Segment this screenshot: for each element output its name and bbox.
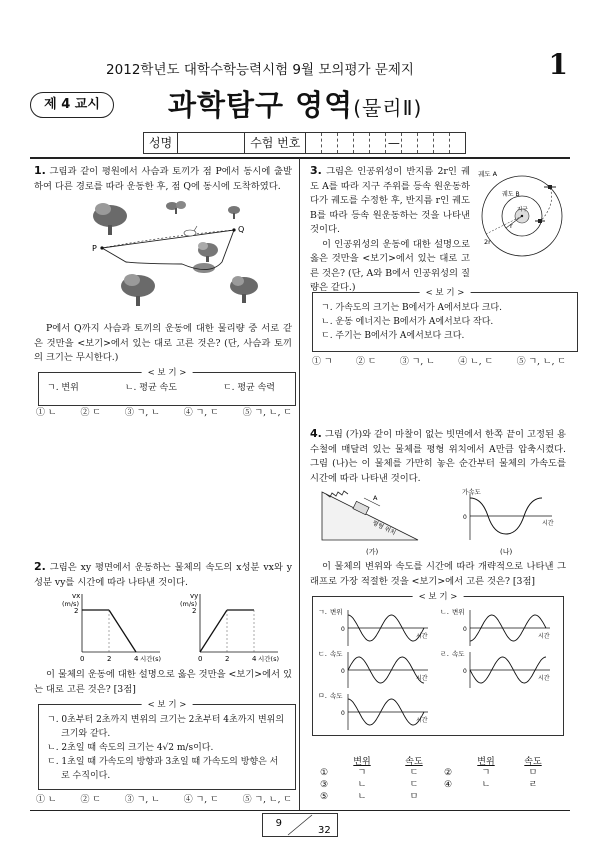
- orbit-b-label: 궤도 B: [502, 191, 520, 198]
- graph-ylabel: 변위: [330, 608, 343, 616]
- acceleration-graph: [456, 488, 566, 556]
- table-row[interactable]: ⑤ ㄴ ㅁ: [320, 792, 419, 802]
- exam-number-digit[interactable]: [450, 133, 465, 153]
- graph-ylabel: 변위: [452, 608, 465, 616]
- identity-row: [143, 132, 466, 154]
- choice-4[interactable]: ④ ㄴ, ㄷ: [458, 357, 494, 367]
- orbit-a-label: 궤도 A: [478, 170, 498, 178]
- choice-2[interactable]: ② ㄷ: [80, 795, 101, 805]
- bogi-title: < 보 기 >: [413, 590, 464, 604]
- question-number: 4.: [310, 427, 322, 440]
- earth-label: 지구: [517, 207, 528, 213]
- graph-xlabel: 시간(s): [258, 655, 280, 663]
- bogi-item: ㄴ. 운동 에너지는 B에서가 A에서보다 작다.: [321, 317, 494, 327]
- question-1: [34, 164, 292, 194]
- deer-rabbit-figure: [86, 196, 266, 310]
- option-tag: ㄷ.: [318, 650, 327, 658]
- exam-number-hyphen: —: [386, 133, 402, 153]
- tree-icon: [198, 242, 218, 262]
- graph-ytick: 2: [192, 607, 197, 615]
- option-tag: ㅁ.: [318, 692, 327, 700]
- graph-zero: 0: [463, 668, 467, 675]
- option-tag: ㄴ.: [440, 608, 449, 616]
- vx-graph: [60, 590, 170, 668]
- bogi-title: < 보 기 >: [142, 698, 193, 712]
- answer-choices: [36, 405, 292, 418]
- option-tag: ㄹ.: [440, 650, 449, 658]
- question-number: 3.: [310, 164, 322, 177]
- point-q-label: Q: [238, 225, 245, 234]
- point-q: [232, 228, 235, 231]
- vy-graph: [178, 590, 288, 668]
- bogi-item: ㄷ. 주기는 B에서가 A에서보다 크다.: [321, 331, 465, 341]
- bogi-item: ㄱ. 0초부터 2초까지 변위의 크기는 2초부터 4초까지 변위의 크기와 같다.: [47, 715, 285, 739]
- question-number: 1.: [34, 164, 46, 177]
- choice-4[interactable]: ④ ㄱ, ㄷ: [183, 408, 219, 418]
- bogi-title: < 보 기 >: [142, 366, 193, 380]
- fig-b-label: (나): [500, 548, 513, 556]
- graph-xtick: 2: [107, 655, 112, 663]
- question-4-prompt: 이 물체의 변위와 속도를 시간에 따라 개략적으로 나타낸 그래프로 가장 적절한 것을 <보기>에서 고른 것은? [3점]: [310, 561, 566, 587]
- graph-ylabel: 가속도: [462, 488, 481, 496]
- footer-rule: [30, 810, 570, 811]
- fig-a-label: (가): [366, 548, 379, 556]
- graph-xlabel: 시간(s): [140, 655, 162, 663]
- subject-title: [168, 83, 422, 124]
- graph-zero: 0: [341, 668, 345, 675]
- question-number: 2.: [34, 560, 46, 573]
- bogi-item: ㄱ. 변위: [47, 383, 79, 393]
- tree-icon: [93, 203, 127, 235]
- table-header-cell: 변위: [477, 757, 495, 767]
- option-graph: [318, 648, 436, 690]
- exam-number-digit[interactable]: [354, 133, 370, 153]
- graph-zero: 0: [341, 710, 345, 717]
- graph-ylabel: vx: [72, 592, 81, 600]
- bogi-item: ㄴ. 2초일 때 속도의 크기는 4√2 m/s이다.: [47, 743, 214, 753]
- choice-3[interactable]: ③ ㄱ, ㄴ: [124, 795, 160, 805]
- table-header-cell: 속도: [524, 757, 542, 767]
- graph-yunit: (m/s): [180, 600, 197, 608]
- table-row[interactable]: ① ㄱ ㄷ ② ㄱ ㅁ: [320, 768, 538, 778]
- column-divider: [299, 158, 300, 811]
- incline: [322, 492, 418, 540]
- page-number: 1: [548, 48, 568, 81]
- graph-xlabel: 시간: [416, 675, 428, 682]
- bogi-item: ㄷ. 평균 속력: [222, 383, 275, 393]
- table-row[interactable]: ③ ㄴ ㄷ ④ ㄴ ㄹ: [320, 780, 538, 790]
- exam-number-digit[interactable]: [322, 133, 338, 153]
- bush-icon: [193, 263, 215, 273]
- graph-xlabel: 시간: [538, 675, 550, 682]
- fig-a-A: A: [373, 494, 378, 502]
- tree-icon: [121, 274, 155, 306]
- option-graph: [440, 648, 558, 690]
- answer-choices: [312, 354, 566, 367]
- equilibrium-label: 평형 위치: [371, 519, 397, 537]
- choice-5[interactable]: ⑤ ㄱ, ㄴ, ㄷ: [242, 795, 292, 805]
- period-badge: 제 4 교시: [30, 92, 114, 118]
- name-field[interactable]: [178, 133, 245, 153]
- choice-5[interactable]: ⑤ ㄱ, ㄴ, ㄷ: [242, 408, 292, 418]
- option-graph: [318, 690, 436, 732]
- satellite-icon: [535, 219, 545, 223]
- choice-1[interactable]: ① ㄴ: [36, 408, 57, 418]
- choice-3[interactable]: ③ ㄱ, ㄴ: [124, 408, 160, 418]
- question-text: 그림은 인공위성이 반지름 2r인 궤도 A를 따라 지구 주위를 등속 원운동하다가 궤도를 수정한 후, 반지름 r인 궤도 B를 따라 등속 원운동하는 것을 나타낸 것이다.: [310, 166, 470, 235]
- bogi-item: ㄷ. 1초일 때 가속도의 방향과 3초일 때 가속도의 방향은 서로 수직이다.: [47, 757, 279, 781]
- graph-xlabel: 시간: [538, 633, 550, 640]
- bogi-box: [38, 700, 296, 790]
- exam-number-digit[interactable]: [370, 133, 386, 153]
- subject-name: 과학탐구 영역: [168, 88, 354, 122]
- graph-ylabel: 속도: [330, 692, 343, 700]
- graph-zero: 0: [341, 626, 345, 633]
- table-header-cell: 속도: [405, 757, 423, 767]
- total-pages: 32: [318, 825, 331, 836]
- exam-number-digit[interactable]: [434, 133, 450, 153]
- question-text: 그림은 xy 평면에서 운동하는 물체의 속도의 x성분 vx와 y성분 vy를 시간에 따라 나타낸 것이다.: [34, 562, 292, 588]
- graph-xlabel: 시간: [542, 520, 554, 527]
- bogi-box: [38, 368, 296, 406]
- choice-5[interactable]: ⑤ ㄱ, ㄴ, ㄷ: [516, 357, 566, 367]
- tree-icon: [230, 276, 258, 303]
- incline-spring-figure: [318, 484, 430, 556]
- r-label: r: [510, 222, 513, 230]
- answer-choices: [36, 792, 292, 805]
- graph-zero: 0: [463, 514, 467, 521]
- graph-yunit: (m/s): [62, 600, 79, 608]
- option-graph: [440, 606, 558, 648]
- point-p: [100, 246, 103, 249]
- graph-xtick: 0: [198, 655, 203, 663]
- graph-ytick: 2: [74, 607, 79, 615]
- exam-number-digit[interactable]: [338, 133, 354, 153]
- question-3: [310, 164, 470, 296]
- graph-xtick: 4: [252, 655, 257, 663]
- graph-xtick: 2: [225, 655, 230, 663]
- rabbit-icon: [184, 226, 197, 236]
- table-header: [320, 754, 560, 767]
- graph-zero: 0: [463, 626, 467, 633]
- point-p-label: P: [92, 244, 97, 253]
- page-indicator: [262, 813, 338, 837]
- choice-3[interactable]: ③ ㄱ, ㄴ: [399, 357, 435, 367]
- question-2-prompt: 이 물체의 운동에 대한 설명으로 옳은 것만을 <보기>에서 있는 대로 고른 것은? [3점]: [34, 669, 292, 695]
- question-text-2: 이 인공위성의 운동에 대한 설명으로 옳은 것만을 <보기>에서 있는 대로 고른 것은? (단, A와 B에서 인공위성의 질량은 같다.): [310, 238, 470, 293]
- choice-1[interactable]: ① ㄱ: [312, 357, 333, 367]
- graph-ylabel: vy: [190, 592, 199, 600]
- option-graph: [318, 606, 436, 648]
- tree-icon: [228, 206, 240, 219]
- name-label: 성명: [144, 133, 178, 153]
- bogi-item: ㄱ. 가속도의 크기는 B에서가 A에서보다 크다.: [321, 303, 502, 313]
- graph-xlabel: 시간: [416, 717, 428, 724]
- graph-xtick: 0: [80, 655, 85, 663]
- subject-sub: (물리Ⅱ): [353, 96, 423, 120]
- option-tag: ㄱ.: [318, 608, 327, 616]
- choice-2[interactable]: ② ㄷ: [355, 357, 377, 367]
- choice-4[interactable]: ④ ㄱ, ㄷ: [183, 795, 219, 805]
- bogi-box: [312, 288, 578, 352]
- question-4: [310, 427, 566, 486]
- 2r-label: 2r: [484, 238, 491, 246]
- graph-ylabel: 속도: [330, 650, 343, 658]
- graph-xtick: 4: [134, 655, 139, 663]
- question-2: [34, 560, 292, 590]
- choice-2[interactable]: ② ㄷ: [80, 408, 101, 418]
- spring-icon: [326, 491, 348, 497]
- exam-number-digit[interactable]: [306, 133, 322, 153]
- exam-number-label: 수험 번호: [245, 133, 306, 153]
- exam-number-digit[interactable]: [418, 133, 434, 153]
- graph-ylabel: 속도: [452, 650, 465, 658]
- question-text: 그림 (가)와 같이 마찰이 없는 빗면에서 한쪽 끝이 고정된 용수철에 매달려 있는 물체를 평형 위치에서 A만큼 압축시켰다. 그림 (나)는 이 물체를 가만히 놓은 순간부터 물체의 가속도를 시간에 따라 나타낸 것이다.: [310, 429, 566, 484]
- question-1-prompt: P에서 Q까지 사슴과 토끼의 운동에 대한 물리량 중 서로 같은 것만을 <보기>에서 있는 대로 고른 것은? (단, 사슴과 토끼의 크기는 무시한다.): [34, 323, 292, 363]
- graph-xlabel: 시간: [416, 633, 428, 640]
- bogi-title: < 보 기 >: [420, 286, 471, 300]
- bogi-item: ㄴ. 평균 속도: [124, 383, 177, 393]
- tree-icon: [166, 201, 186, 214]
- header-rule: [30, 157, 570, 159]
- table-header-cell: 변위: [353, 757, 371, 767]
- question-text: 그림과 같이 평원에서 사슴과 토끼가 점 P에서 동시에 출발하여 다른 경로를 따라 운동한 후, 점 Q에 동시에 도착하였다.: [34, 166, 292, 192]
- answer-table: [320, 754, 560, 803]
- orbit-figure: [470, 164, 570, 268]
- exam-title: 2012학년도 대학수학능력시험 9월 모의평가 문제지: [106, 62, 414, 78]
- choice-1[interactable]: ① ㄴ: [36, 795, 57, 805]
- exam-number-digit[interactable]: [402, 133, 418, 153]
- current-page: 9: [275, 818, 282, 829]
- satellite-icon: [544, 185, 556, 189]
